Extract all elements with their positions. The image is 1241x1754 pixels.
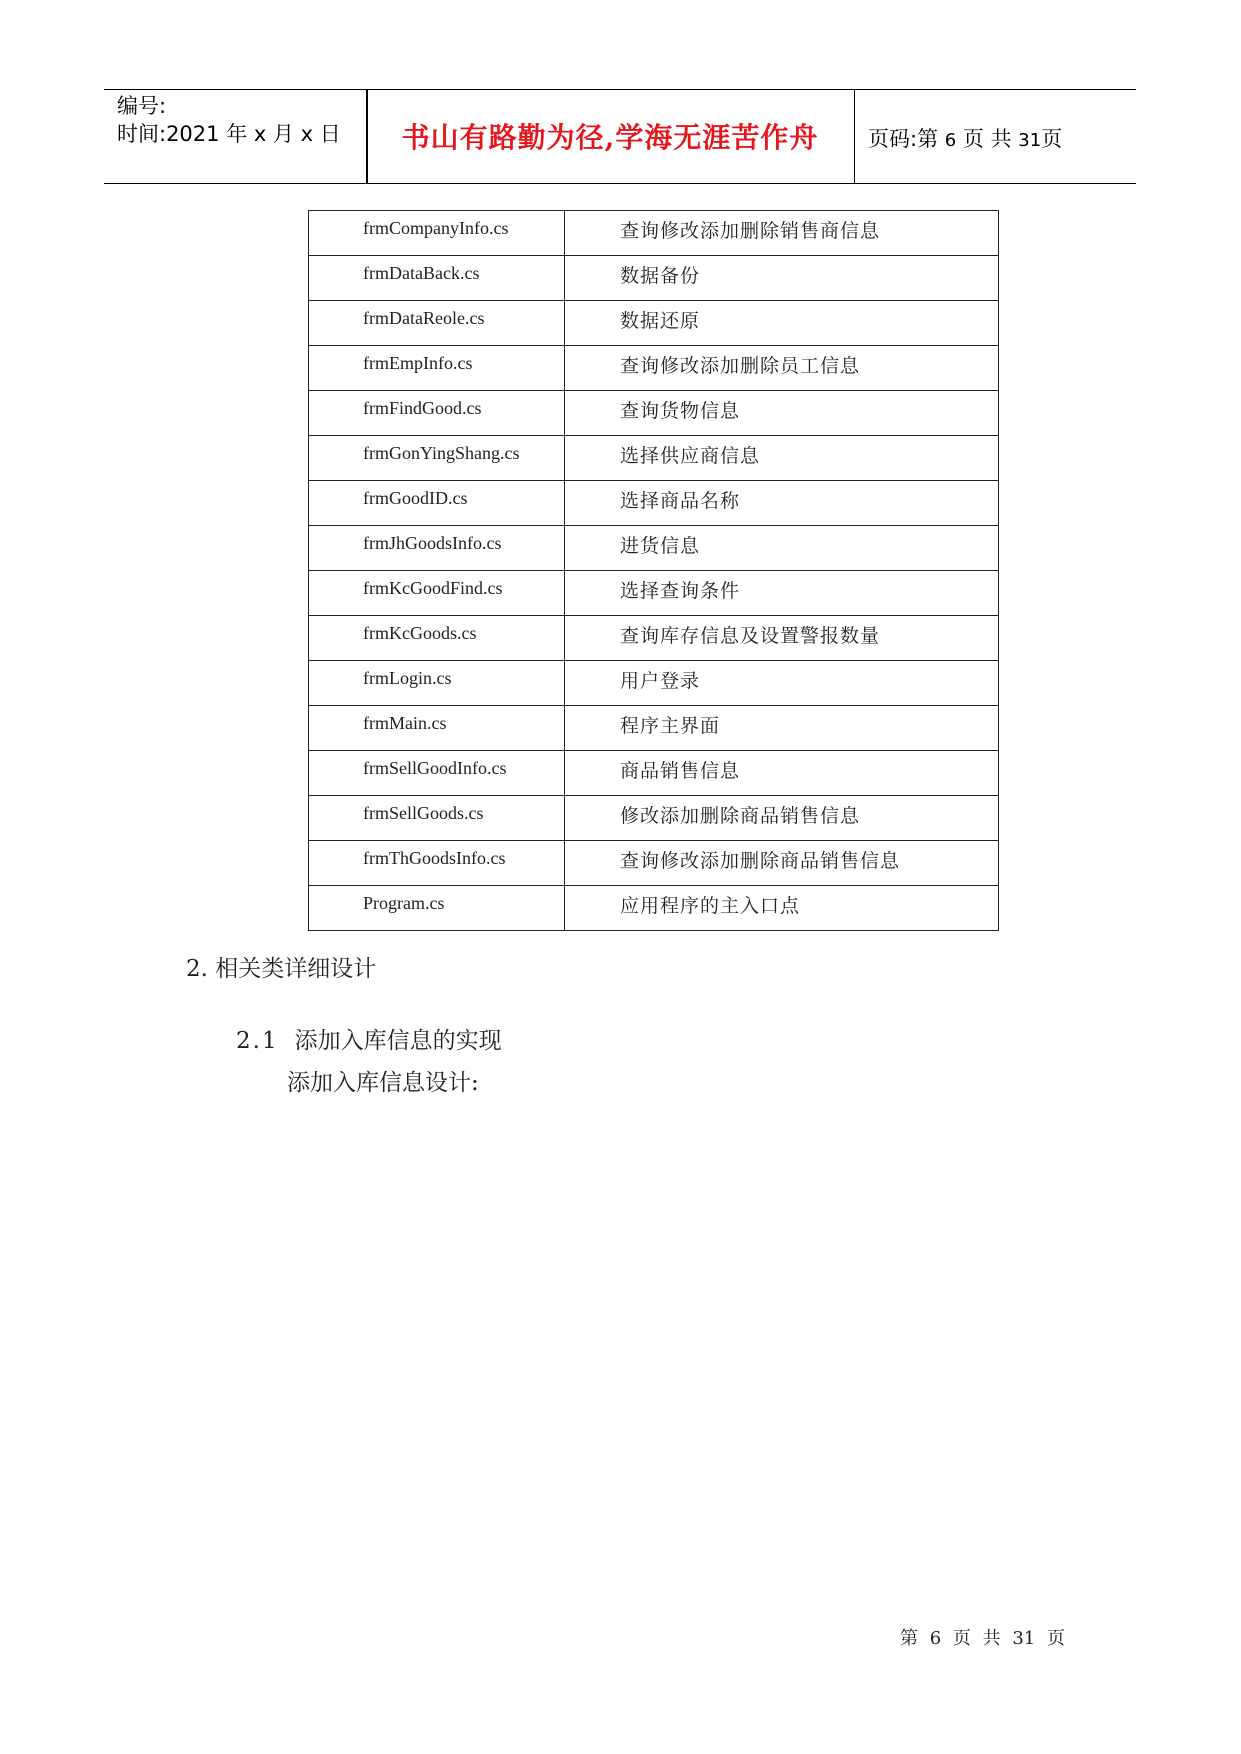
page-total: 31 [1018,130,1042,151]
file-description-cell: 查询修改添加删除员工信息 [565,346,999,391]
file-description-cell: 查询货物信息 [565,391,999,436]
file-description-cell: 进货信息 [565,526,999,571]
table-row [309,346,999,391]
file-name-cell: frmGonYingShang.cs [309,436,565,481]
file-name-cell: frmSellGoodInfo.cs [309,751,565,796]
file-name-cell: frmDataBack.cs [309,256,565,301]
file-description-cell: 查询修改添加删除销售商信息 [565,211,999,256]
file-name-cell: frmJhGoodsInfo.cs [309,526,565,571]
file-description-table [308,210,999,931]
design-caption: 添加入库信息设计: [287,1070,479,1096]
table-row [309,481,999,526]
document-time-label: 时间:2021 年 x 月 x 日 [117,122,341,146]
file-description-cell: 用户登录 [565,661,999,706]
file-description-cell: 修改添加删除商品销售信息 [565,796,999,841]
file-description-cell: 数据还原 [565,301,999,346]
header-motto: 书山有路勤为径,学海无涯苦作舟 [401,121,819,154]
table-row [309,571,999,616]
file-description-cell: 程序主界面 [565,706,999,751]
file-name-cell: frmSellGoods.cs [309,796,565,841]
table-row [309,751,999,796]
table-row [309,841,999,886]
file-name-cell: frmEmpInfo.cs [309,346,565,391]
page-mid: 页 共 [962,127,1012,151]
file-name-cell: frmDataReole.cs [309,301,565,346]
page-prefix: 页码:第 [868,127,939,151]
file-description-cell: 数据备份 [565,256,999,301]
table-row [309,391,999,436]
table-row [309,211,999,256]
file-description-cell: 选择商品名称 [565,481,999,526]
header-divider [854,90,855,183]
page-suffix: 页 [1041,127,1063,151]
file-name-cell: frmLogin.cs [309,661,565,706]
table-row [309,526,999,571]
file-name-cell: Program.cs [309,886,565,931]
subsection-number: 2.1 [236,1028,279,1054]
table-row [309,796,999,841]
page-current: 6 [944,130,957,151]
file-name-cell: frmThGoodsInfo.cs [309,841,565,886]
file-name-cell: frmFindGood.cs [309,391,565,436]
file-description-cell: 应用程序的主入口点 [565,886,999,931]
file-name-cell: frmCompanyInfo.cs [309,211,565,256]
file-description-cell: 查询库存信息及设置警报数量 [565,616,999,661]
file-name-cell: frmKcGoods.cs [309,616,565,661]
file-name-cell: frmKcGoodFind.cs [309,571,565,616]
document-number-label: 编号: [117,94,167,118]
table-row [309,436,999,481]
table-row [309,616,999,661]
file-table-body [309,211,999,931]
table-row [309,886,999,931]
subsection-title [236,1022,502,1055]
file-description-cell: 商品销售信息 [565,751,999,796]
file-name-cell: frmGoodID.cs [309,481,565,526]
subsection-title-text: 添加入库信息的实现 [294,1028,502,1054]
page-footer: 第 6 页 共 31 页 [900,1628,1065,1649]
table-row [309,661,999,706]
page-header [104,89,1136,184]
file-description-cell: 选择查询条件 [565,571,999,616]
file-description-cell: 查询修改添加删除商品销售信息 [565,841,999,886]
header-divider [366,90,368,183]
table-row [309,256,999,301]
table-row [309,301,999,346]
header-page-indicator [868,123,1062,153]
file-description-cell: 选择供应商信息 [565,436,999,481]
table-row [309,706,999,751]
section-title: 2. 相关类详细设计 [186,956,377,982]
file-name-cell: frmMain.cs [309,706,565,751]
